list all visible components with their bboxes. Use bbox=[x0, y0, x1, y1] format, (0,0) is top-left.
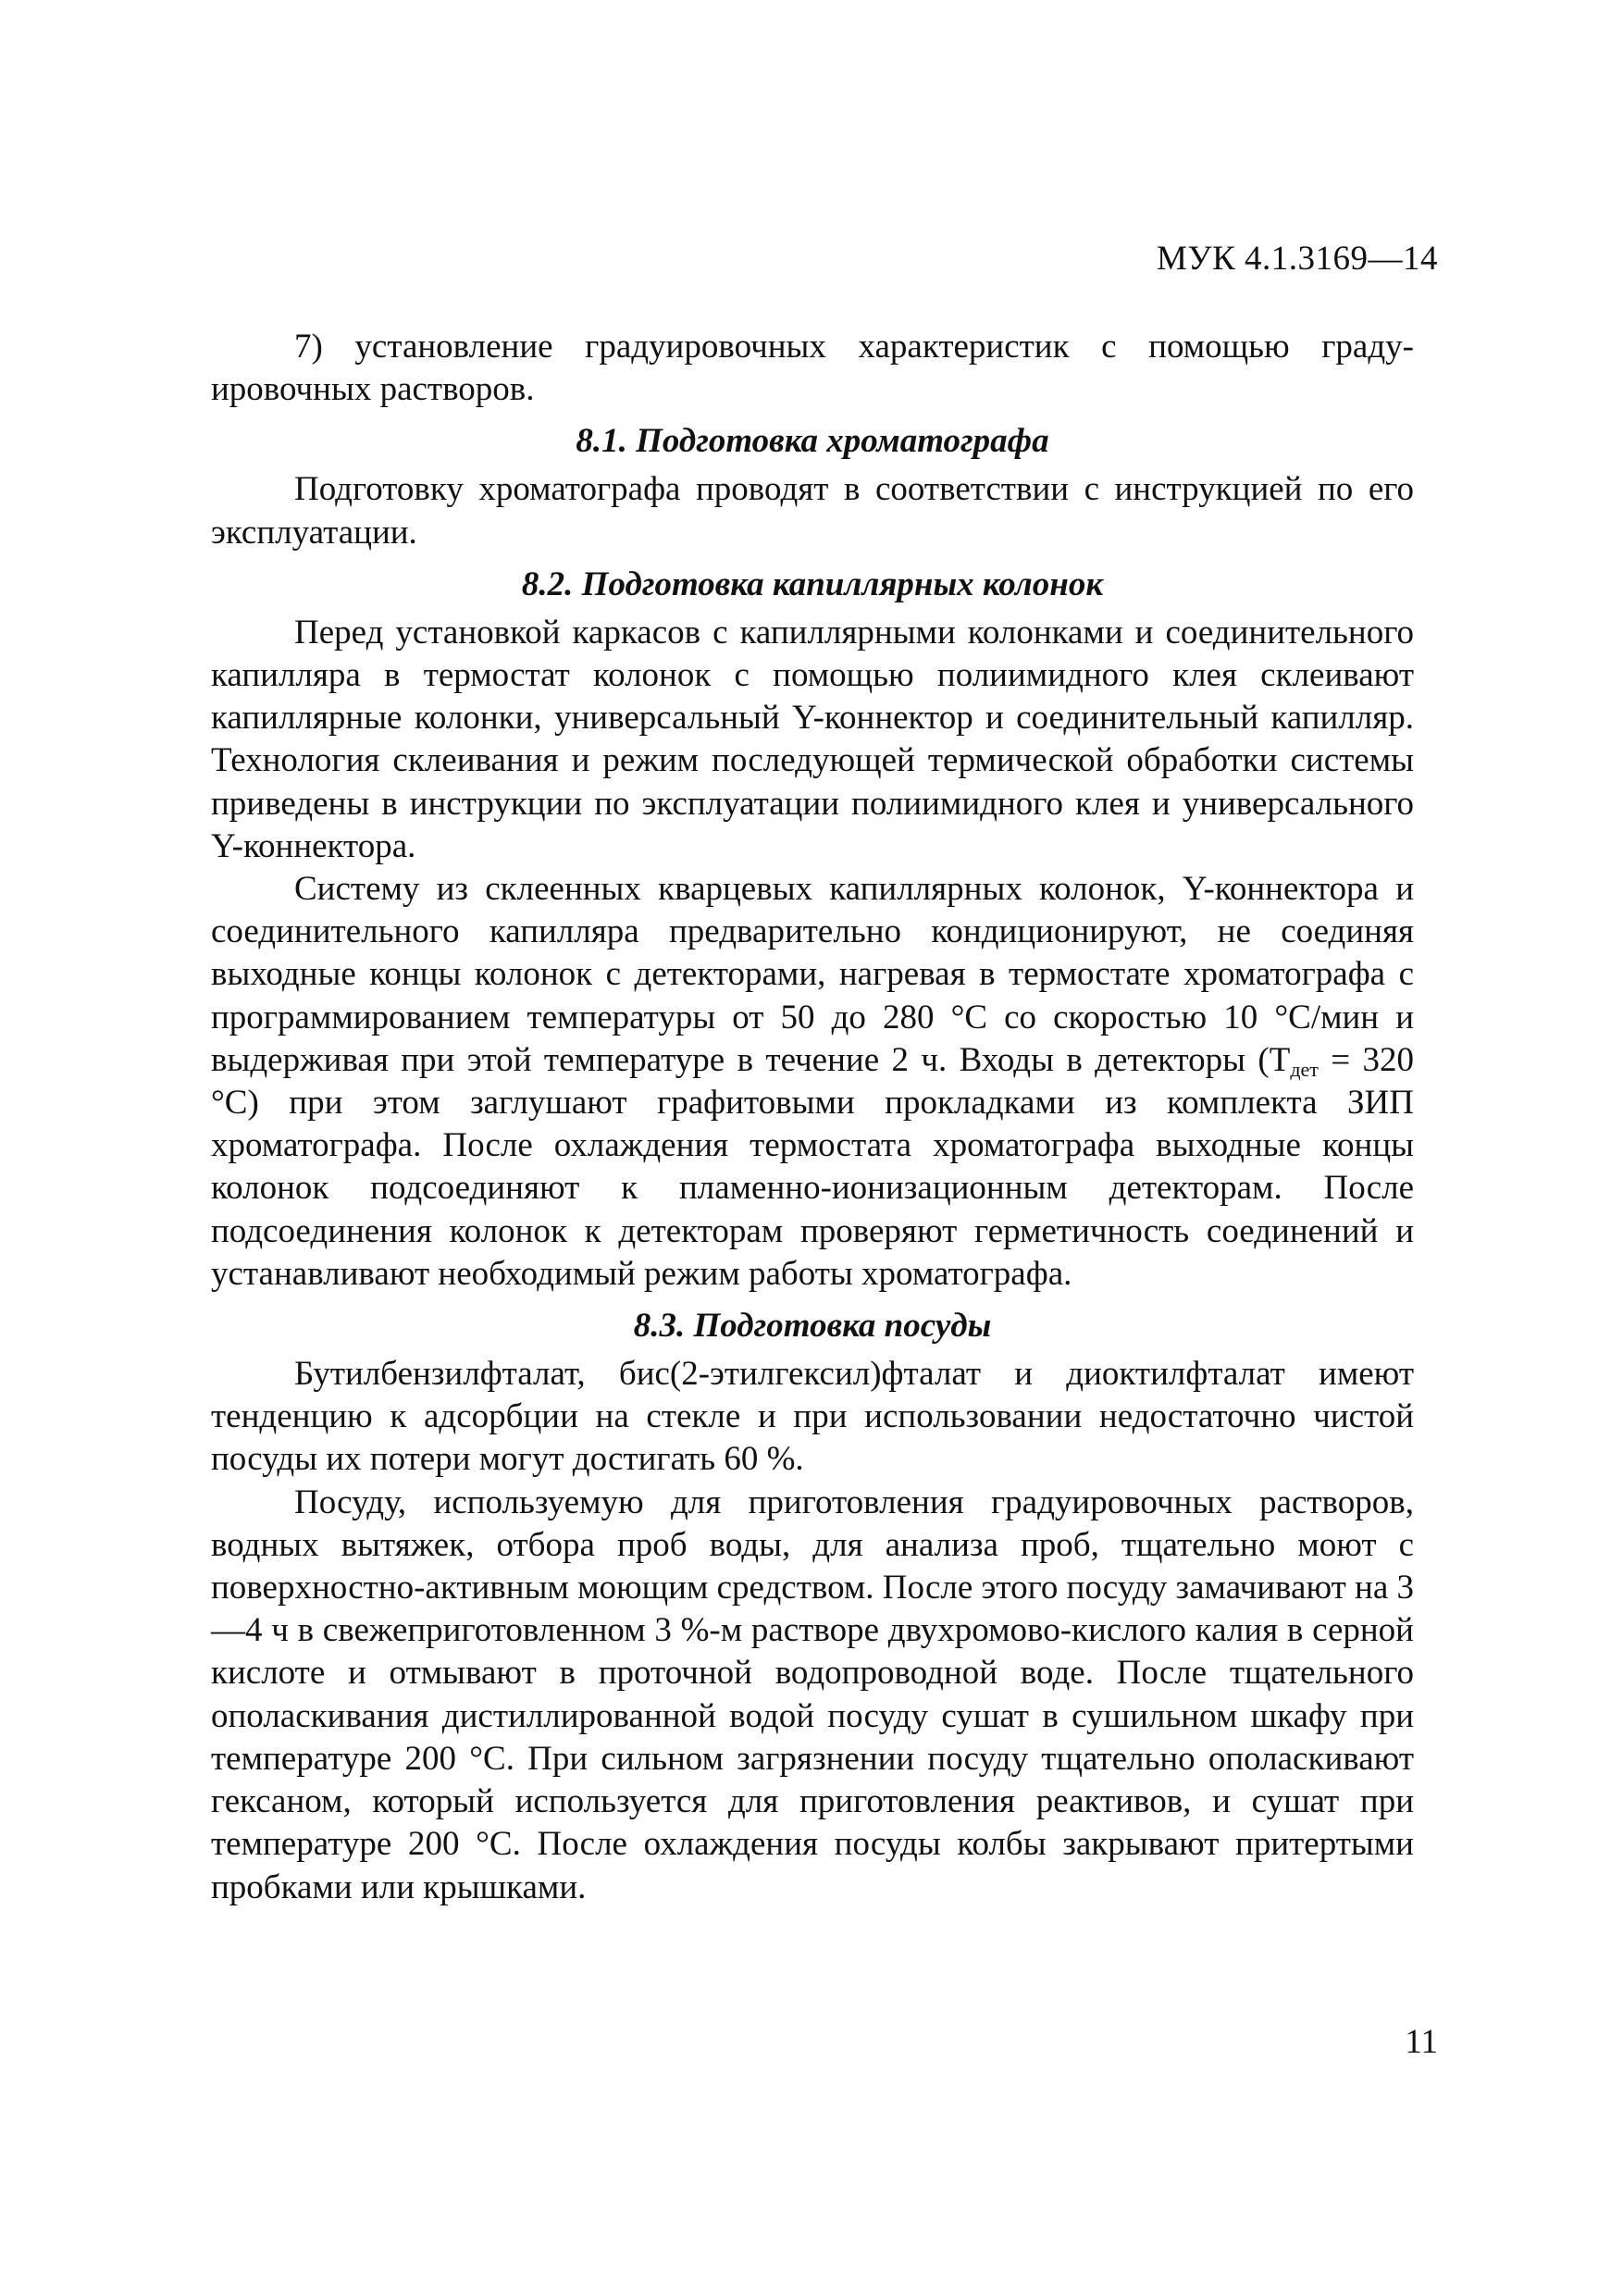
page-number: 11 bbox=[1405, 2023, 1438, 2061]
section-8-1-paragraph-1: Подготовку хроматографа проводят в соответствии с инструкцией по его эксплуатации. bbox=[211, 470, 1414, 552]
section-8-2-paragraph-2 bbox=[211, 868, 1414, 1296]
section-8-3-paragraph-2: Посуду, используемую для приготовления градуировочных растворов, водных вытяжек, отбора проб воды, для анализа проб, тщательно моют с поверхностно-активным моющим средством. После этого посуду замачивают на 3—4 ч в свежеприготовленном 3 %-м растворе двухромово-кислого калия в серной кислоте и отмывают в проточной водопроводной воде. После тщательного ополаскивания дистиллированной водой посуду сушат в сушильном шкафу при температуре 200 °С. При сильном загрязнении посуду тщательно ополаскивают гексаном, который используется для приготовления реактивов, и сушат при температуре 200 °С. После охлаждения посуды колбы закрывают притертыми пробками или крышками. bbox=[211, 1483, 1414, 1906]
paragraph-text-part-a: Систему из склеенных кварцевых капиллярных колонок, Y-коннектора и соединительного капилляра предварительно кондиционируют, не соединяя выходные концы колонок с детекторами, нагревая в термостате хроматографа с программированием температуры от 50 до 280 °С со скоростью 10 °С/мин и выдерживая при этой температуре в течение 2 ч. Входы в детекторы (Т bbox=[211, 870, 1414, 1079]
section-8-3-paragraph-1: Бутилбензилфталат, бис(2-этилгексил)фталат и диоктилфталат имеют тенденцию к адсорбции на стекле и при использовании недостаточно чистой посуды их потери могут достигать 60 %. bbox=[211, 1355, 1414, 1479]
list-item-7: 7) установление градуировочных характеристик с помощью градуировочных растворов. bbox=[211, 328, 1414, 409]
document-code-header: МУК 4.1.3169—14 bbox=[1156, 240, 1438, 278]
document-body bbox=[211, 326, 1414, 1909]
detector-subscript: дет bbox=[1290, 1057, 1319, 1081]
section-title-8-2: 8.2. Подготовка капиллярных колонок bbox=[521, 565, 1104, 603]
paragraph-text-part-b: = 320 °С) при этом заглушают графитовыми прокладками из комплекта ЗИП хроматографа. После охлаждения термостата хроматографа выходные концы колонок подсоединяют к пламенно-ионизационным детекторам. После подсоединения колонок к детекторам проверяют герметичность соединений и устанавливают необходимый режим работы хроматографа. bbox=[211, 1040, 1414, 1293]
section-8-2-paragraph-1: Перед установкой каркасов с капиллярными колонками и соединительного капилляра в термостат колонок с помощью полиимидного клея склеивают капиллярные колонки, универсальный Y-коннектор и соединительный капилляр. Технология склеивания и режим последующей термической обработки системы приведены в инструкции по эксплуатации полиимидного клея и универсального Y-коннектора. bbox=[211, 613, 1414, 865]
section-title-8-1: 8.1. Подготовка хроматографа bbox=[576, 422, 1049, 461]
section-title-8-3: 8.3. Подготовка посуды bbox=[633, 1307, 992, 1346]
